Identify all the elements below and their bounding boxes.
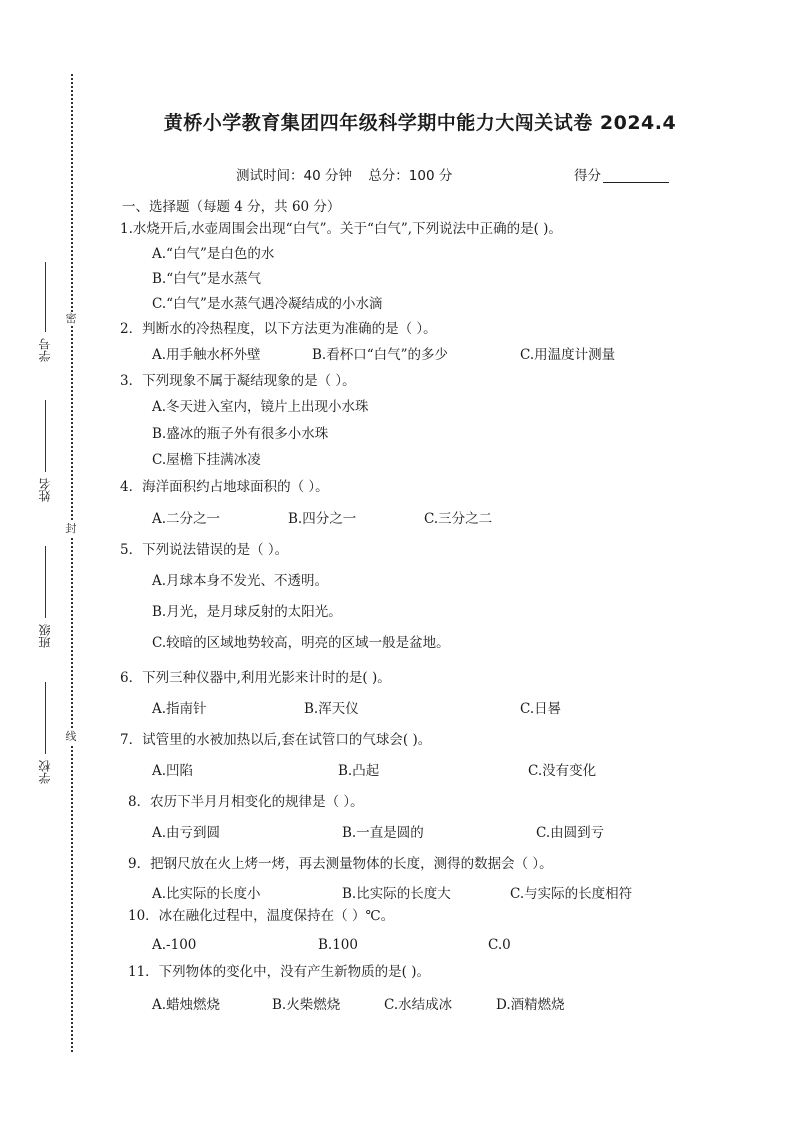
- question-2-option-a[interactable]: A.用手触水杯外壁: [152, 347, 261, 363]
- question-10-option-c[interactable]: C.0: [488, 937, 511, 953]
- question-7-stem: 7．试管里的水被加热以后,套在试管口的气球会( )。: [120, 732, 432, 748]
- name-blank[interactable]: [45, 400, 46, 472]
- student-id-field[interactable]: [36, 262, 56, 372]
- section-heading: 一、选择题（每题 4 分，共 60 分）: [122, 199, 341, 215]
- test-time: 测试时间：40 分钟: [236, 168, 352, 184]
- question-2-option-c[interactable]: C.用温度计测量: [520, 347, 616, 363]
- question-7-option-a[interactable]: A.凹陷: [152, 763, 194, 779]
- class-blank[interactable]: [45, 546, 46, 618]
- question-8-stem: 8．农历下半月月相变化的规律是（ ）。: [128, 794, 364, 810]
- student-id-blank[interactable]: [45, 262, 46, 332]
- total-score: 总分：100 分: [368, 168, 453, 184]
- question-11-option-b[interactable]: B.火柴燃烧: [272, 997, 341, 1013]
- question-8-option-c[interactable]: C.由圆到亏: [536, 825, 605, 841]
- question-4-option-a[interactable]: A.二分之一: [152, 511, 221, 527]
- seal-char-mi: 密: [65, 312, 77, 325]
- class-label: 班级: [38, 624, 52, 648]
- question-9-option-a[interactable]: A.比实际的长度小: [152, 886, 261, 902]
- question-3-stem: 3．下列现象不属于凝结现象的是（ ）。: [120, 373, 356, 389]
- binding-dotted-line: [71, 74, 73, 1052]
- question-11-option-c[interactable]: C.水结成冰: [384, 997, 453, 1013]
- question-9-option-c[interactable]: C.与实际的长度相符: [510, 886, 633, 902]
- question-2-stem: 2．判断水的冷热程度，以下方法更为准确的是（ ）。: [120, 321, 437, 337]
- question-4-option-b[interactable]: B.四分之一: [288, 511, 357, 527]
- question-7-option-b[interactable]: B.凸起: [338, 763, 380, 779]
- question-2-option-b[interactable]: B.看杯口“白气”的多少: [312, 347, 449, 363]
- question-5-option-b[interactable]: B.月光，是月球反射的太阳光。: [152, 604, 342, 620]
- name-label: 姓名: [38, 478, 52, 502]
- seal-char-xian: 线: [65, 730, 77, 743]
- exam-title: 黄桥小学教育集团四年级科学期中能力大闯关试卷 2024.4: [163, 112, 677, 134]
- question-1-option-c[interactable]: C.“白气”是水蒸气遇冷凝结成的小水滴: [152, 296, 383, 312]
- question-10-option-b[interactable]: B.100: [318, 937, 358, 953]
- exam-info: [236, 164, 464, 184]
- question-6-option-b[interactable]: B.浑天仪: [304, 701, 359, 717]
- school-blank[interactable]: [45, 682, 46, 754]
- question-6-option-c[interactable]: C.日晷: [520, 701, 562, 717]
- question-3-option-c[interactable]: C.屋檐下挂满冰凌: [152, 452, 261, 468]
- school-field[interactable]: [36, 682, 56, 792]
- question-5-stem: 5．下列说法错误的是（ ）。: [120, 542, 289, 558]
- question-1-option-b[interactable]: B.“白气”是水蒸气: [152, 271, 262, 287]
- question-4-stem: 4．海洋面积约占地球面积的（ ）。: [120, 479, 329, 495]
- question-5-option-a[interactable]: A.月球本身不发光、不透明。: [152, 573, 329, 589]
- question-6-option-a[interactable]: A.指南针: [152, 701, 207, 717]
- question-8-option-a[interactable]: A.由亏到圆: [152, 825, 221, 841]
- seal-char-feng: 封: [65, 522, 77, 535]
- name-field[interactable]: [36, 400, 56, 510]
- question-5-option-c[interactable]: C.较暗的区域地势较高，明亮的区域一般是盆地。: [152, 635, 450, 651]
- question-3-option-a[interactable]: A.冬天进入室内，镜片上出现小水珠: [152, 399, 369, 415]
- question-11-option-d[interactable]: D.酒精燃烧: [496, 997, 565, 1013]
- score-label: 得分: [574, 168, 601, 184]
- question-10-option-a[interactable]: A.-100: [152, 937, 197, 953]
- question-11-stem: 11．下列物体的变化中，没有产生新物质的是( )。: [128, 964, 431, 980]
- question-6-stem: 6．下列三种仪器中,利用光影来计时的是( )。: [120, 670, 391, 686]
- question-1-option-a[interactable]: A.“白气”是白色的水: [152, 246, 275, 262]
- question-9-stem: 9．把钢尺放在火上烤一烤，再去测量物体的长度，测得的数据会（ ）。: [128, 856, 553, 872]
- class-field[interactable]: [36, 546, 56, 656]
- question-7-option-c[interactable]: C.没有变化: [528, 763, 597, 779]
- question-8-option-b[interactable]: B.一直是圆的: [342, 825, 424, 841]
- student-id-label: 学号: [38, 338, 52, 362]
- school-label: 学校: [38, 760, 52, 784]
- question-9-option-b[interactable]: B.比实际的长度大: [342, 886, 451, 902]
- question-11-option-a[interactable]: A.蜡烛燃烧: [152, 997, 221, 1013]
- question-3-option-b[interactable]: B.盛冰的瓶子外有很多小水珠: [152, 426, 329, 442]
- question-4-option-c[interactable]: C.三分之二: [424, 511, 493, 527]
- question-1-stem: 1.水烧开后,水壶周围会出现“白气”。关于“白气”,下列说法中正确的是( )。: [120, 221, 562, 237]
- score-field[interactable]: [574, 164, 669, 184]
- score-blank[interactable]: [603, 168, 669, 183]
- question-10-stem: 10．冰在融化过程中，温度保持在（ ）℃。: [128, 908, 395, 924]
